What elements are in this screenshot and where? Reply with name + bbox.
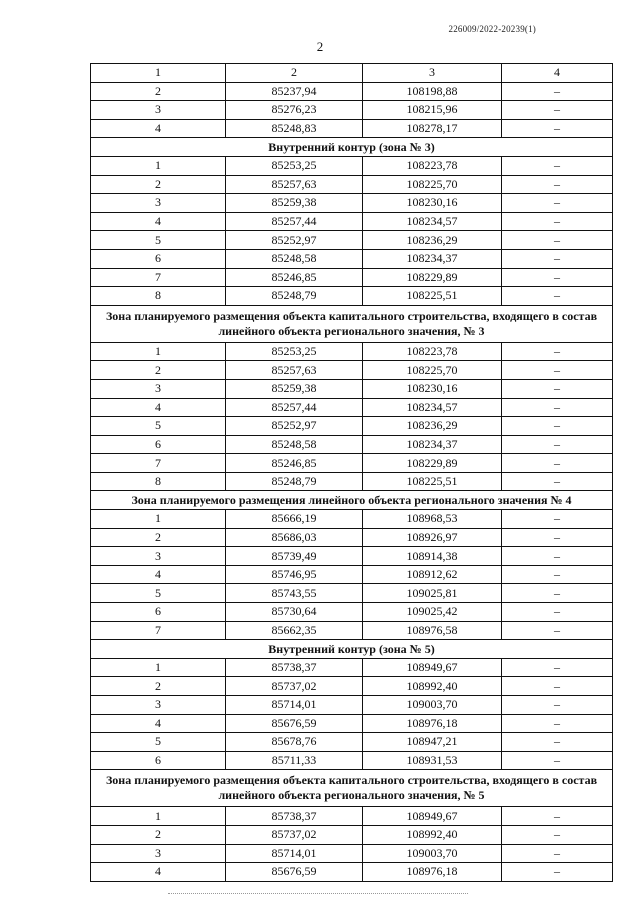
table-cell: 108914,38 [363, 547, 502, 566]
table-cell: – [502, 696, 613, 715]
table-cell: 108234,37 [363, 435, 502, 454]
table-cell: – [502, 268, 613, 287]
table-row [91, 844, 613, 863]
table-cell: 5 [91, 231, 226, 250]
table-cell: 2 [91, 528, 226, 547]
table-cell: 4 [91, 212, 226, 231]
table-row [91, 82, 613, 101]
table-row [91, 825, 613, 844]
table-cell: – [502, 231, 613, 250]
table-row [91, 565, 613, 584]
table-cell: – [502, 101, 613, 120]
table-cell: – [502, 194, 613, 213]
table-cell: 108926,97 [363, 528, 502, 547]
table-cell: 8 [91, 287, 226, 306]
table-cell: 6 [91, 249, 226, 268]
coordinates-table [90, 63, 613, 882]
table-cell: 85737,02 [226, 825, 363, 844]
table-cell: 108229,89 [363, 454, 502, 473]
table-row [91, 175, 613, 194]
table-cell: 85252,97 [226, 417, 363, 436]
table-cell: 108234,57 [363, 398, 502, 417]
table-cell: 7 [91, 621, 226, 640]
table-cell: 108992,40 [363, 825, 502, 844]
table-cell: 8 [91, 472, 226, 491]
zone-heading: Зона планируемого размещения объекта капитального строительства, входящего в состав линейного объекта регионального значения, № 3 [91, 305, 613, 342]
table-cell: 2 [91, 677, 226, 696]
table-cell: – [502, 714, 613, 733]
zone-heading: Внутренний контур (зона № 3) [91, 138, 613, 157]
table-cell: 108992,40 [363, 677, 502, 696]
table-row [91, 379, 613, 398]
table-cell: – [502, 733, 613, 752]
table-row [91, 249, 613, 268]
table-cell: 85738,37 [226, 807, 363, 826]
table-row [91, 584, 613, 603]
table-cell: 3 [91, 101, 226, 120]
table-cell: 85257,44 [226, 212, 363, 231]
footer-rule [168, 893, 468, 894]
table-row [91, 435, 613, 454]
table-row [91, 621, 613, 640]
table-cell: – [502, 825, 613, 844]
zone-heading: Внутренний контур (зона № 5) [91, 640, 613, 659]
table-cell: 2 [91, 82, 226, 101]
table-cell: 85676,59 [226, 863, 363, 882]
table-cell: 7 [91, 268, 226, 287]
table-cell: 2 [91, 175, 226, 194]
zone-heading-row [91, 640, 613, 659]
table-row [91, 714, 613, 733]
table-cell: 5 [91, 417, 226, 436]
table-cell: 6 [91, 751, 226, 770]
table-cell: 1 [91, 658, 226, 677]
table-cell: 108225,70 [363, 175, 502, 194]
table-cell: 109025,42 [363, 603, 502, 622]
table-cell: – [502, 379, 613, 398]
table-cell: – [502, 417, 613, 436]
table-cell: 108278,17 [363, 119, 502, 138]
table-cell: – [502, 621, 613, 640]
table-header-row [91, 64, 613, 83]
zone-heading-row [91, 770, 613, 807]
table-cell: – [502, 677, 613, 696]
table-cell: – [502, 398, 613, 417]
table-cell: 3 [91, 844, 226, 863]
table-row [91, 287, 613, 306]
table-cell: 85257,44 [226, 398, 363, 417]
table-cell: 3 [91, 696, 226, 715]
table-cell: 108223,78 [363, 156, 502, 175]
table-row [91, 510, 613, 529]
table-cell: 6 [91, 435, 226, 454]
table-cell: 85248,58 [226, 249, 363, 268]
table-cell: 108976,18 [363, 714, 502, 733]
table-cell: 85276,23 [226, 101, 363, 120]
table-row [91, 119, 613, 138]
table-cell: 7 [91, 454, 226, 473]
table-row [91, 212, 613, 231]
table-cell: 85666,19 [226, 510, 363, 529]
table-cell: 109003,70 [363, 696, 502, 715]
table-cell: 85259,38 [226, 194, 363, 213]
table-cell: – [502, 287, 613, 306]
table-cell: 6 [91, 603, 226, 622]
column-header: 3 [363, 64, 502, 83]
table-row [91, 194, 613, 213]
table-cell: 1 [91, 807, 226, 826]
table-row [91, 658, 613, 677]
table-cell: 3 [91, 547, 226, 566]
table-cell: – [502, 565, 613, 584]
document-id: 226009/2022-20239(1) [448, 24, 536, 34]
table-row [91, 547, 613, 566]
table-cell: 108236,29 [363, 231, 502, 250]
table-cell: 108912,62 [363, 565, 502, 584]
table-cell: 5 [91, 733, 226, 752]
table-cell: 1 [91, 156, 226, 175]
table-cell: 4 [91, 398, 226, 417]
table-cell: – [502, 510, 613, 529]
table-cell: 85678,76 [226, 733, 363, 752]
table-cell: 1 [91, 510, 226, 529]
column-header: 4 [502, 64, 613, 83]
table-cell: 108236,29 [363, 417, 502, 436]
table-cell: 108949,67 [363, 807, 502, 826]
table-cell: 85237,94 [226, 82, 363, 101]
table-cell: 108230,16 [363, 379, 502, 398]
table-cell: 4 [91, 863, 226, 882]
table-cell: 108198,88 [363, 82, 502, 101]
table-cell: 85686,03 [226, 528, 363, 547]
table-cell: 108215,96 [363, 101, 502, 120]
table-row [91, 696, 613, 715]
table-cell: 85730,64 [226, 603, 363, 622]
table-cell: – [502, 751, 613, 770]
table-row [91, 398, 613, 417]
table-cell: 108976,18 [363, 863, 502, 882]
table-cell: – [502, 342, 613, 361]
table-cell: 108976,58 [363, 621, 502, 640]
table-row [91, 342, 613, 361]
table-cell: 108947,21 [363, 733, 502, 752]
table-cell: 85248,83 [226, 119, 363, 138]
table-cell: 85252,97 [226, 231, 363, 250]
table-cell: – [502, 175, 613, 194]
table-row [91, 361, 613, 380]
table-cell: 85246,85 [226, 268, 363, 287]
table-cell: 4 [91, 119, 226, 138]
table-row [91, 454, 613, 473]
table-cell: – [502, 361, 613, 380]
table-cell: – [502, 212, 613, 231]
table-cell: 3 [91, 194, 226, 213]
table-cell: 85253,25 [226, 342, 363, 361]
table-row [91, 417, 613, 436]
table-row [91, 472, 613, 491]
page-number: 2 [316, 39, 324, 54]
table-cell: 4 [91, 714, 226, 733]
table-cell: 2 [91, 361, 226, 380]
table-cell: 85248,58 [226, 435, 363, 454]
table-cell: 108225,51 [363, 472, 502, 491]
zone-heading: Зона планируемого размещения линейного объекта регионального значения № 4 [91, 491, 613, 510]
column-header: 2 [226, 64, 363, 83]
table-cell: – [502, 528, 613, 547]
table-row [91, 528, 613, 547]
table-row [91, 231, 613, 250]
table-cell: 85248,79 [226, 472, 363, 491]
zone-heading: Зона планируемого размещения объекта капитального строительства, входящего в состав линейного объекта регионального значения, № 5 [91, 770, 613, 807]
table-cell: 108968,53 [363, 510, 502, 529]
table-cell: 2 [91, 825, 226, 844]
table-cell: 85714,01 [226, 844, 363, 863]
zone-heading-row [91, 138, 613, 157]
table-cell: – [502, 454, 613, 473]
column-header: 1 [91, 64, 226, 83]
table-cell: 108225,70 [363, 361, 502, 380]
table-cell: – [502, 807, 613, 826]
table-cell: 85253,25 [226, 156, 363, 175]
table-row [91, 733, 613, 752]
table-cell: 4 [91, 565, 226, 584]
table-cell: 85714,01 [226, 696, 363, 715]
table-cell: – [502, 82, 613, 101]
table-row [91, 603, 613, 622]
table-cell: – [502, 249, 613, 268]
table-cell: 108931,53 [363, 751, 502, 770]
table-cell: 85737,02 [226, 677, 363, 696]
table-row [91, 751, 613, 770]
table-row [91, 268, 613, 287]
table-cell: 85257,63 [226, 175, 363, 194]
table-cell: 85746,95 [226, 565, 363, 584]
table-cell: 108949,67 [363, 658, 502, 677]
zone-heading-row [91, 305, 613, 342]
table-cell: – [502, 658, 613, 677]
table-cell: 108234,37 [363, 249, 502, 268]
table-cell: 108234,57 [363, 212, 502, 231]
table-cell: 85676,59 [226, 714, 363, 733]
table-cell: 1 [91, 342, 226, 361]
table-row [91, 863, 613, 882]
table-cell: 85259,38 [226, 379, 363, 398]
table-row [91, 807, 613, 826]
table-cell: 108223,78 [363, 342, 502, 361]
table-cell: 85743,55 [226, 584, 363, 603]
table-cell: 3 [91, 379, 226, 398]
table-cell: 109003,70 [363, 844, 502, 863]
table-cell: 85738,37 [226, 658, 363, 677]
zone-heading-row [91, 491, 613, 510]
table-cell: 108230,16 [363, 194, 502, 213]
table-cell: 85246,85 [226, 454, 363, 473]
table-row [91, 677, 613, 696]
table-cell: – [502, 119, 613, 138]
table-row [91, 101, 613, 120]
table-cell: 85662,35 [226, 621, 363, 640]
table-cell: 85711,33 [226, 751, 363, 770]
table-cell: – [502, 844, 613, 863]
table-row [91, 156, 613, 175]
table-cell: – [502, 584, 613, 603]
table-cell: – [502, 547, 613, 566]
table-cell: – [502, 435, 613, 454]
table-cell: – [502, 603, 613, 622]
table-cell: 85739,49 [226, 547, 363, 566]
table-cell: 5 [91, 584, 226, 603]
table-cell: 108229,89 [363, 268, 502, 287]
table-cell: – [502, 472, 613, 491]
table-cell: 109025,81 [363, 584, 502, 603]
table-cell: 108225,51 [363, 287, 502, 306]
table-cell: 85248,79 [226, 287, 363, 306]
table-cell: – [502, 156, 613, 175]
table-cell: 85257,63 [226, 361, 363, 380]
table-cell: – [502, 863, 613, 882]
